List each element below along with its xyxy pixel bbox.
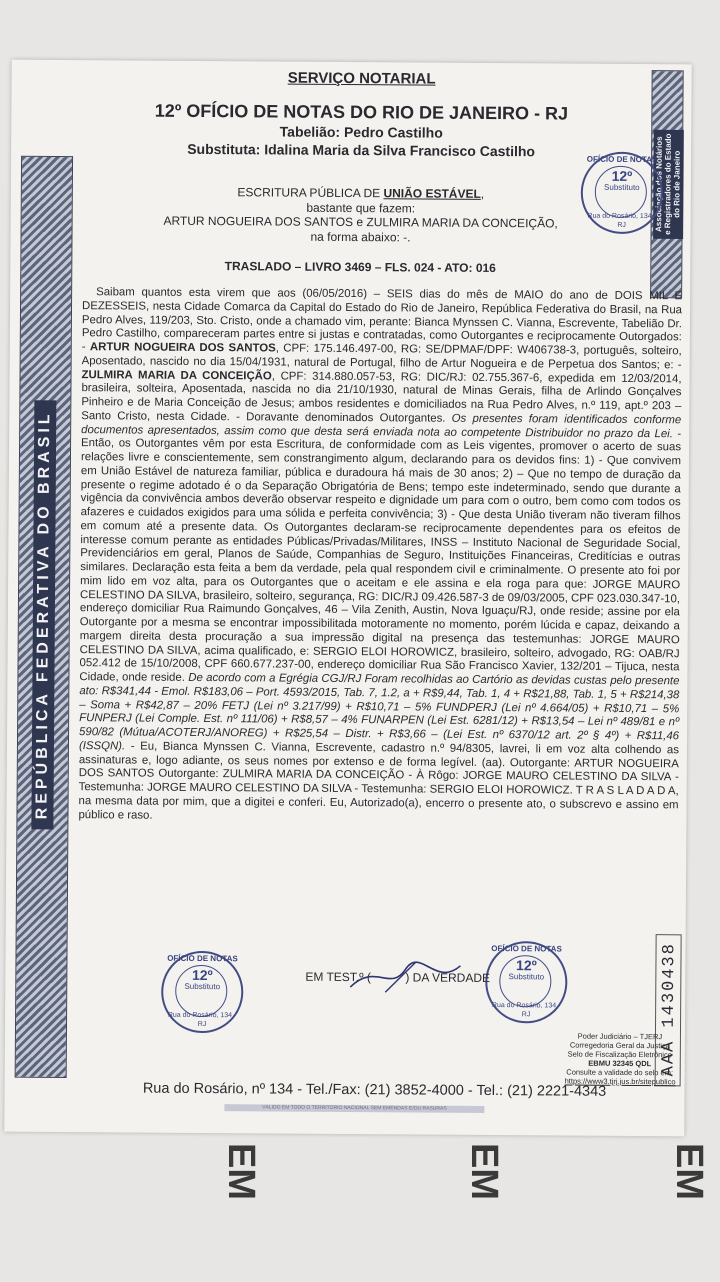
address-footer: Rua do Rosário, nº 134 - Tel./Fax: (21) 3852-4000 - Tel.: (21) 2221-4343 — [75, 1080, 675, 1100]
substituta-line: Substituta: Idalina Maria da Silva Francisco Castilho — [81, 140, 641, 160]
traslado-line: TRASLADO – LIVRO 3469 – FLS. 024 - ATO: 016 — [80, 258, 640, 276]
notary-seal-right: OFÍCIO DE NOTAS 12º Substituto Rua do Rosário, 134 - RJ — [485, 941, 568, 1024]
party-name: ZULMIRA MARIA DA CONCEIÇÃO — [82, 369, 272, 382]
association-label: Associação dos Notários e Registradores do Estado do Rio de Janeiro — [653, 129, 683, 239]
republica-label: REPÚBLICA FEDERATIVA DO BRASIL — [31, 400, 56, 829]
em-stamp-mark: EM — [462, 1143, 505, 1200]
notarial-document — [4, 60, 691, 1137]
em-testemunho: EM TEST.º ( — [305, 970, 371, 984]
signature-mark — [345, 957, 465, 998]
da-verdade: ) DA VERDADE — [405, 970, 490, 985]
notary-seal-top: OFÍCIO DE NOTAS 12º Substituto Rua do Rosário, 134 - RJ — [581, 152, 664, 235]
em-stamp-mark: EM — [667, 1143, 710, 1200]
service-heading: SERVIÇO NOTARIAL — [82, 68, 642, 89]
deed-title: ESCRITURA PÚBLICA DE UNIÃO ESTÁVEL, bastante que fazem: ARTUR NOGUEIRA DOS SANTOS e ZULMIRA MARIA DA CONCEIÇÃO, na forma abaixo: -. — [80, 184, 640, 246]
tabeliao-line: Tabelião: Pedro Castilho — [81, 122, 641, 142]
deed-body — [78, 286, 682, 826]
notary-seal-left: OFÍCIO DE NOTAS 12º Substituto Rua do Rosário, 134 - RJ — [161, 951, 244, 1034]
serial-number: AAA 1430438 — [659, 942, 679, 1076]
validity-microtext: VÁLIDO EM TODO O TERRITÓRIO NACIONAL SEM EMENDAS E/OU RASURAS — [224, 1104, 484, 1113]
party-name: ARTUR NOGUEIRA DOS SANTOS — [90, 341, 276, 354]
office-heading: 12º OFÍCIO DE NOTAS DO RIO DE JANEIRO - RJ — [81, 100, 641, 125]
tjerj-seal-info: Poder Judiciário – TJERJ Corregedoria Geral da Justiça Selo de Fiscalização Eletrônico EBMU 32345 QDL Consulte a validade do selo em: https://www3.tjrj.jus.br/sitepublico — [565, 1032, 675, 1087]
deed-paragraph: Saibam quantos esta virem que aos (06/05/2016) – SEIS dias do mês de MAIO do ano de DOIS MIL E DEZESSEIS, nesta Cidade Comarca da Capital do Estado do Rio de Janeiro, República Federativa do Brasil, na Rua Pedro Alves, 119/203, Sto. Cristo, onde a chamado vim, perante: Bianca Mynssen C. Vianna, Escrevente, Tabelião Dr. Pedro Castilho, compareceram partes entre si justas e contratadas, como Outorgantes e reciprocamente Outorgados: - ARTUR NOGUEIRA DOS SANTOS, CPF: 175.146.497-00, RG: SE/DPMAF/DPF: W406738-3, português, solteiro, Aposentado, nascido no dia 15/04/1931, natural de Portugal, filho de Artur Nogueira e de Perpetua dos Santos; e: - ZULMIRA MARIA DA CONCEIÇÃO, CPF: 314.880.057-53, RG: DIC/RJ: 02.755.367-6, expedida em 12/03/2014, brasileira, solteira, Aposentada, nascida no dia 21/10/1930, natural de Minas Gerais, filha de Arlindo Gonçalves Pinheiro e de Maria Conceição de Jesus; ambos residentes e domiciliados na Rua Pedro Alves, n.º 119, apt.º 203 – Santo Cristo, nesta Cidade. - Doravante denominados Outorgantes. Os presentes foram identificados conforme documentos apresentados, assim como que desta será enviada nota ao competente Distribuidor no prazo da Lei. - Então, os Outorgantes vêm por esta Escritura, de conformidade com as Leis vigentes, promover o acerto de suas relações livre e conscientemente, sem constrangimento algum, declarando para os devidos fins: 1) - Que convivem em União Estável de natureza familiar, pública e duradoura há mais de 30 anos; 2) – Que no tempo de duração da presente o regime adotado é o da Separação Obrigatória de Bens; tempo este indeterminado, sendo que durante a vigência da convivência ambos deverão observar respeito e dignidade um para com o outro, bem como com todos os afazeres e cuidados exigidos para uma sólida e perfeita convivência; 3) - Que desta União tiveram não tiveram filhos em comum até a presente data. Os Outorgantes declaram-se reciprocamente dependentes para os efeitos de interesse comum perante as entidades Públicas/Privadas/Militares, INSS – Instituto Nacional de Seguridade Social, Previdenciários em geral, Planos de Saúde, Companhias de Seguro, Instituições Financeiras, Creditícias e outras similares. Declaração esta feita a bem da verdade, pela qual respondem civil e criminalmente. O presente ato foi por mim lido em voz alta, para os Outorgantes que o aceitam e ele assina e ela roga para que: JORGE MAURO CELESTINO DA SILVA, brasileiro, solteiro, segurança, RG: DIC/RJ 09.426.587-3 de 09/03/2005, CPF 023.030.347-10, endereço domiciliar Rua Raimundo Gonçalves, 46 – Vila Zenith, Austin, Nova Iguaçu/RJ, onde reside; assine por ela Outorgante por a mesma se encontrar impossibilitada motoramente no momento, porém lúcida e capaz, deixando a margem direita desta procuração a sua impressão digital na presença das testemunhas: JORGE MAURO CELESTINO DA SILVA, acima qualificado, e: SERGIO ELOI HOROWICZ, brasileiro, solteiro, advogado, RG: OAB/RJ 052.412 de 15/10/2008, CPF 660.677.237-00, endereço domiciliar Rua São Francisco Xavier, 132/201 – Tijuca, nesta Cidade, onde reside. De acordo com a Egrégia CGJ/RJ Foram recolhidas ao Cartório as devidas custas pelo presente ato: R$341,44 - Emol. R$183,06 – Port. 4593/2015, Tab. 7, 1.2, a + R$9,44, Tab. 1, 4 + R$21,88, Tab. 1, 5 + R$214,38 – Soma + R$42,87 – 20% FETJ (Lei nº 3.217/99) + R$10,71 – 5% FUNDPERJ (Lei nº 4.664/05) + R$10,71 – 5% FUNPERJ (Lei Comple. Est. nº 111/06) + R$8,57 – 4% FUNARPEN (Lei Est. 6281/12) + R$13,54 – Lei nº 489/81 e nº 590/82 (Mútua/ACOTERJ/ANOREG) + R$25,54 – Distr. + R$3,66 – (Lei Est. nº 6370/12 art. 2º § 4º) + R$11,46 (ISSQN). - Eu, Bianca Mynssen C. Vianna, Escrevente, cadastro n.º 94/8305, lavrei, li em voz alta colhendo as assinaturas e, logo adiante, os seus nomes por extenso e de forma legível. (aa). Outorgante: ARTUR NOGUEIRA DOS SANTOS Outorgante: ZULMIRA MARIA DA CONCEIÇÃO - À Rôgo: JORGE MAURO CELESTINO DA SILVA - Testemunha: JORGE MAURO CELESTINO DA SILVA - Testemunha: SERGIO ELOI HOROWICZ. T R A S L A D A D A, na mesma data por mim, que a digitei e conferi. Eu, Autorizado(a), encerro o presente ato, o subscrevo e assino em público e raso. — [78, 286, 682, 826]
em-stamp-mark: EM — [219, 1143, 262, 1200]
